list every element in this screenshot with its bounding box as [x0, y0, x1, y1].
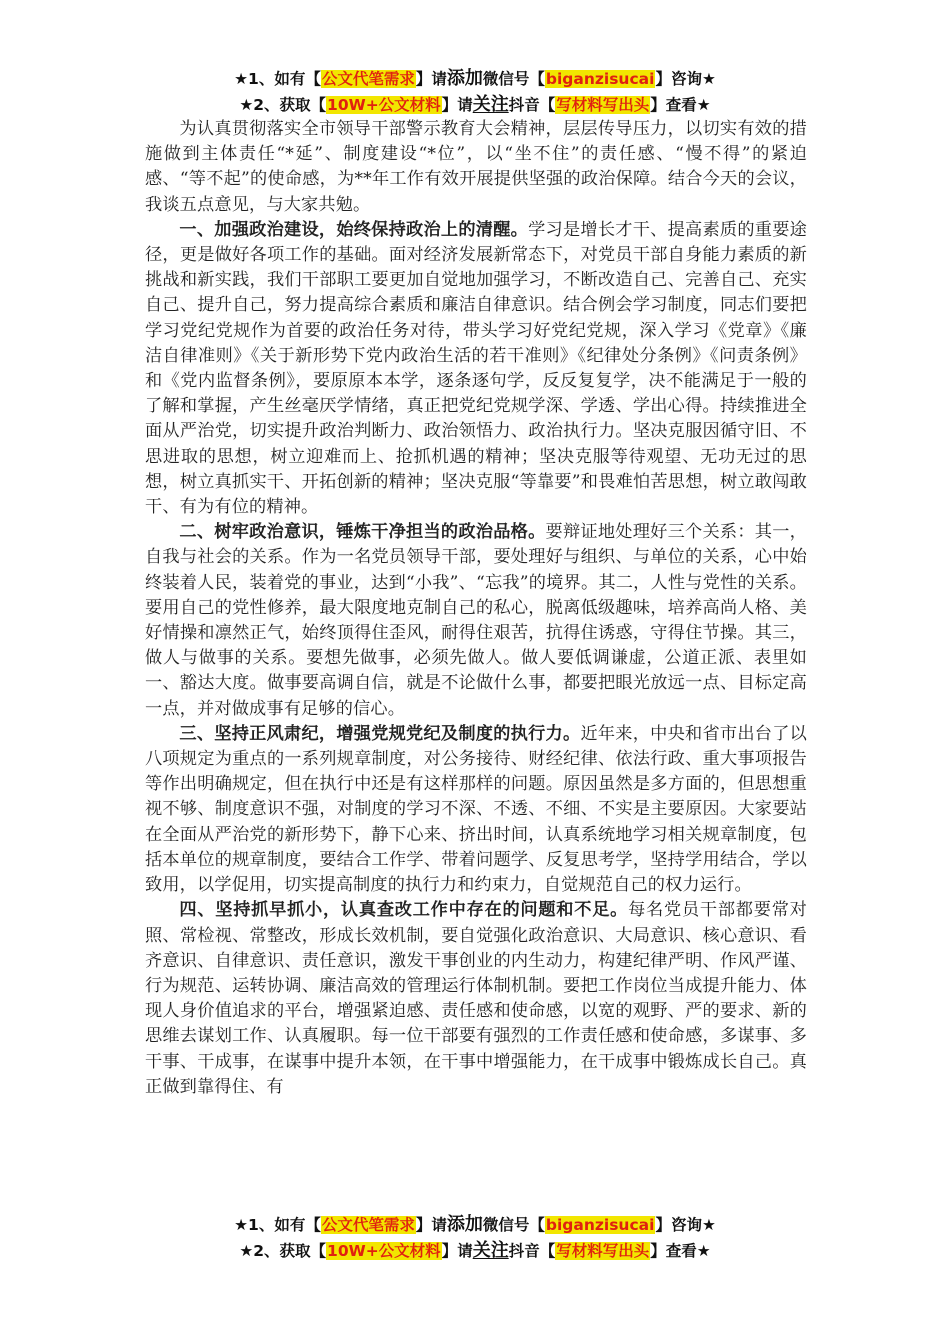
promo-text: ★2、获取【 [239, 96, 327, 114]
promo-text: ★1、如有【 [234, 1216, 321, 1234]
section-4-paragraph [145, 898, 807, 1100]
promo-line-2 [0, 1238, 950, 1264]
promo-emphasis: 添加 [446, 1214, 483, 1235]
section-4-heading: 四、坚持抓早抓小，认真查改工作中存在的问题和不足。 [179, 900, 629, 921]
promo-text: 】请 [415, 70, 447, 88]
section-1-heading: 一、加强政治建设，始终保持政治上的清醒。 [179, 219, 529, 240]
promo-highlight: 公文代笔需求 [321, 70, 415, 88]
promo-text: 】请 [441, 1242, 473, 1260]
promo-highlight-douyin: 写材料写出头 [556, 1242, 650, 1260]
promo-text: 抖音【 [508, 1242, 556, 1260]
promo-banner-top [0, 66, 950, 118]
section-3-paragraph [145, 722, 807, 898]
section-1-paragraph [145, 218, 807, 520]
promo-text: ★1、如有【 [234, 70, 321, 88]
promo-text: 】查看★ [650, 1242, 711, 1260]
section-4-body: 每名党员干部都要常对照、常检视、常整改，形成长效机制，要自觉强化政治意识、大局意识、核心意识、看齐意识、自律意识、责任意识，激发干事创业的内生动力，构建纪律严明、作风严谨、行为规范、运转协调、廉洁高效的管理运行体制机制。要把工作岗位当成提升能力、体现人身价值追求的平台，增强紧迫感、责任感和使命感，以宽的观野、严的要求、新的思维去谋划工作、认真履职。每一位干部要有强烈的工作责任感和使命感，多谋事、多干事、干成事，在谋事中提升本领，在干事中增强能力，在干成事中锻炼成长自己。真正做到靠得住、有 [145, 900, 807, 1097]
promo-highlight-douyin: 写材料写出头 [556, 96, 650, 114]
promo-text: 】请 [441, 96, 473, 114]
promo-emphasis: 添加 [446, 68, 483, 89]
section-3-heading: 三、坚持正风肃纪，增强党规党纪及制度的执行力。 [179, 723, 581, 744]
promo-text: 】请 [415, 1216, 447, 1234]
promo-emphasis: 关注 [472, 94, 509, 115]
section-2-paragraph [145, 520, 807, 722]
promo-text: ★2、获取【 [239, 1242, 327, 1260]
section-2-body: 要辩证地处理好三个关系：其一，自我与社会的关系。作为一名党员领导干部，要处理好与组织、与单位的关系，心中始终装着人民，装着党的事业，达到“小我”、“忘我”的境界。其二，人性与党性的关系。要用自己的党性修养，最大限度地克制自己的私心，脱离低级趣味，培养高尚人格、美好情操和凛然正气，始终顶得住歪风，耐得住艰苦，抗得住诱惑，守得住节操。其三，做人与做事的关系。要想先做事，必须先做人。做人要低调谦虚，公道正派、表里如一、豁达大度。做事要高调自信，就是不论做什么事，都要把眼光放远一点、目标定高一点，并对做成事有足够的信心。 [145, 522, 807, 719]
promo-text: 】咨询★ [655, 1216, 716, 1234]
section-1-body: 学习是增长才干、提高素质的重要途径，更是做好各项工作的基础。面对经济发展新常态下，对党员干部自身能力素质的新挑战和新实践，我们干部职工要更加自觉地加强学习，不断改造自己、完善自己、充实自己、提升自己，努力提高综合素质和廉洁自律意识。结合例会学习制度，同志们要把学习党纪党规作为首要的政治任务对待，带头学习好党纪党规，深入学习《党章》《廉洁自律准则》《关于新形势下党内政治生活的若干准则》《纪律处分条例》《问责条例》和《党内监督条例》，要原原本本学，逐条逐句学，反反复复学，决不能满足于一般的了解和掌握，产生丝毫厌学情绪，真正把党纪党规学深、学透、学出心得。持续推进全面从严治党，切实提升政治判断力、政治领悟力、政治执行力。坚决克服因循守旧、不思进取的思想，树立迎难而上、抢抓机遇的精神；坚决克服等待观望、无功无过的思想，树立真抓实干、开拓创新的精神；坚决克服“等靠要”和畏难怕苦思想，树立敢闯敢干、有为有位的精神。 [145, 219, 807, 518]
promo-text: 微信号【 [482, 70, 545, 88]
promo-banner-bottom [0, 1212, 950, 1264]
section-3-body: 近年来，中央和省市出台了以八项规定为重点的一系列规章制度，对公务接待、财经纪律、依法行政、重大事项报告等作出明确规定，但在执行中还是有这样那样的问题。原因虽然是多方面的，但思想重视不够、制度意识不强，对制度的学习不深、不透、不细、不实是主要原因。大家要站在全面从严治党的新形势下，静下心来、挤出时间，认真系统地学习相关规章制度，包括本单位的规章制度，要结合工作学、带着问题学、反复思考学，坚持学用结合，学以致用，以学促用，切实提高制度的执行力和约束力，自觉规范自己的权力运行。 [145, 723, 808, 896]
promo-highlight: 公文代笔需求 [321, 1216, 415, 1234]
intro-paragraph: 为认真贯彻落实全市领导干部警示教育大会精神，层层传导压力，以切实有效的措施做到主体责任“*延”、制度建设“*位”，以“坐不住”的责任感、“慢不得”的紧迫感、“等不起”的使命感，为**年工作有效开展提供坚强的政治保障。结合今天的会议，我谈五点意见，与大家共勉。 [145, 119, 807, 215]
promo-highlight: 10W+公文材料 [327, 96, 441, 114]
promo-highlight-wechat-id: biganzisucai [545, 1216, 655, 1234]
document-body [145, 117, 807, 1100]
promo-highlight: 10W+公文材料 [327, 1242, 441, 1260]
promo-emphasis: 关注 [472, 1240, 509, 1261]
promo-text: 】查看★ [650, 96, 711, 114]
promo-highlight-wechat-id: biganzisucai [545, 70, 655, 88]
promo-text: 】咨询★ [655, 70, 716, 88]
section-2-heading: 二、树牢政治意识，锤炼干净担当的政治品格。 [179, 522, 546, 543]
promo-text: 抖音【 [508, 96, 556, 114]
promo-line-2 [0, 92, 950, 118]
promo-line-1 [0, 1212, 950, 1238]
promo-line-1 [0, 66, 950, 92]
promo-text: 微信号【 [482, 1216, 545, 1234]
